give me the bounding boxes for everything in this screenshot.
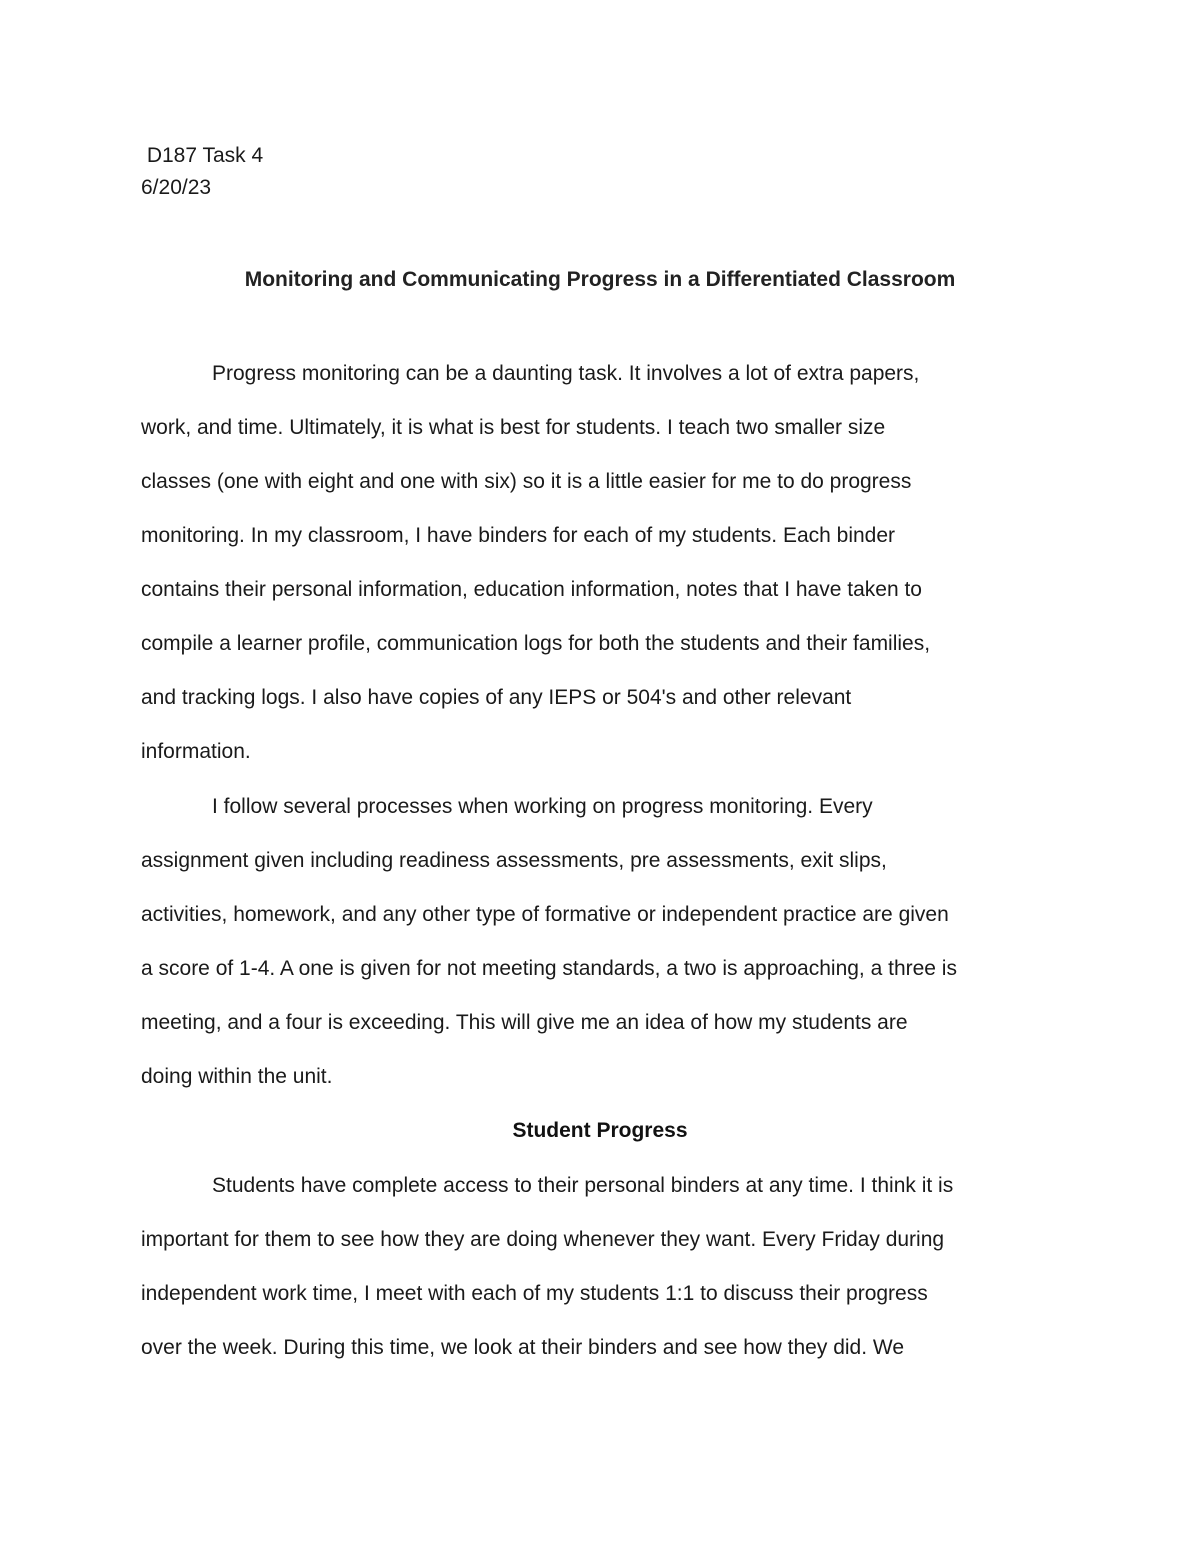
paragraph-line: I follow several processes when working on progress monitoring. Every xyxy=(212,795,873,818)
paragraph-line: important for them to see how they are doing whenever they want. Every Friday during xyxy=(141,1228,945,1251)
paragraph-line: a score of 1-4. A one is given for not meeting standards, a two is approaching, a three is xyxy=(141,957,957,980)
paragraph-line: compile a learner profile, communication logs for both the students and their families, xyxy=(141,632,931,655)
section-heading: Student Progress xyxy=(512,1119,688,1142)
document-title: Monitoring and Communicating Progress in a Differentiated Classroom xyxy=(244,268,956,291)
paragraph-line: information. xyxy=(141,740,251,763)
paragraph-line: Progress monitoring can be a daunting task. It involves a lot of extra papers, xyxy=(212,362,920,385)
paragraph-line: classes (one with eight and one with six) so it is a little easier for me to do progress xyxy=(141,470,912,493)
paragraph-line: doing within the unit. xyxy=(141,1065,333,1088)
paragraph-line: contains their personal information, education information, notes that I have taken to xyxy=(141,578,922,601)
paragraph-line: independent work time, I meet with each of my students 1:1 to discuss their progress xyxy=(141,1282,928,1305)
paragraph-line: over the week. During this time, we look at their binders and see how they did. We xyxy=(141,1336,905,1359)
paragraph-line: and tracking logs. I also have copies of any IEPS or 504's and other relevant xyxy=(141,686,852,709)
paragraph-line: activities, homework, and any other type of formative or independent practice are given xyxy=(141,903,949,926)
paragraph-line: assignment given including readiness assessments, pre assessments, exit slips, xyxy=(141,849,887,872)
task-label: D187 Task 4 xyxy=(141,144,264,167)
date: 6/20/23 xyxy=(141,176,212,199)
paragraph-line: Students have complete access to their personal binders at any time. I think it is xyxy=(212,1174,954,1197)
paragraph-line: work, and time. Ultimately, it is what is best for students. I teach two smaller size xyxy=(141,416,886,439)
paragraph-line: monitoring. In my classroom, I have binders for each of my students. Each binder xyxy=(141,524,896,547)
paragraph-line: meeting, and a four is exceeding. This will give me an idea of how my students are xyxy=(141,1011,908,1034)
